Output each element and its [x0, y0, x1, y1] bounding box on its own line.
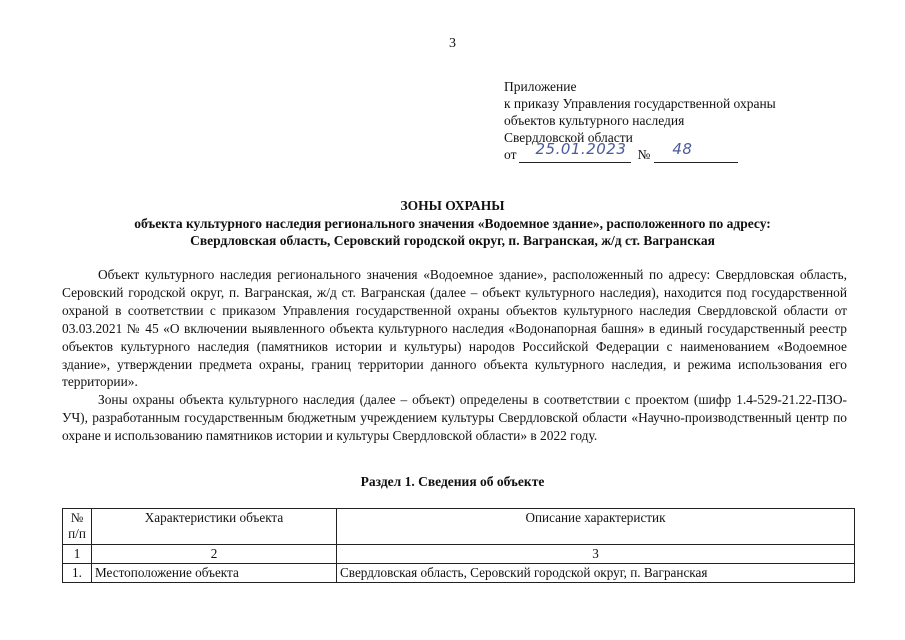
table-row [63, 564, 855, 583]
body-text [62, 266, 847, 445]
appendix-block [504, 78, 776, 163]
header-number: № п/п [63, 509, 92, 545]
paragraph-2: Зоны охраны объекта культурного наследия (далее – объект) определены в соответствии с проектом (шифр 1.4-529-21.22-ПЗО-УЧ), разработанным государственным бюджетным учреждением культуры Свердловской области «Научно-производственный центр по охране и использованию памятников истории и культуры Свердловской области» в 2022 году. [62, 392, 847, 444]
numbering-cell-3: 3 [337, 545, 855, 564]
numbering-cell-1: 1 [63, 545, 92, 564]
date-field [519, 140, 631, 163]
table-header-row [63, 509, 855, 545]
row-number: 1. [63, 564, 92, 583]
order-date-number [504, 140, 776, 163]
handwritten-date: 25.01.2023 [535, 140, 627, 158]
row-characteristic: Местоположение объекта [92, 564, 337, 583]
document-title [0, 197, 905, 250]
number-label: № [637, 147, 651, 162]
appendix-line-3: объектов культурного наследия [504, 113, 685, 128]
header-characteristic: Характеристики объекта [92, 509, 337, 545]
numbering-cell-2: 2 [92, 545, 337, 564]
object-info-table [62, 508, 855, 583]
section-title: Раздел 1. Сведения об объекте [360, 474, 545, 489]
appendix-line-1: Приложение [504, 79, 577, 94]
from-label: от [504, 147, 517, 162]
page-number: 3 [449, 36, 456, 51]
table-numbering-row [63, 545, 855, 564]
row-description: Свердловская область, Серовский городской округ, п. Вагранская [337, 564, 855, 583]
appendix-line-4: Свердловской области [504, 130, 633, 145]
appendix-line-2: к приказу Управления государственной охраны [504, 96, 776, 111]
title-line-1: ЗОНЫ ОХРАНЫ [400, 198, 505, 213]
number-field [654, 140, 738, 163]
title-line-3: Свердловская область, Серовский городской округ, п. Вагранская, ж/д ст. Вагранская [190, 233, 715, 248]
header-description: Описание характеристик [337, 509, 855, 545]
handwritten-number: 48 [672, 140, 693, 158]
paragraph-1: Объект культурного наследия регионального значения «Водоемное здание», расположенный по адресу: Свердловская область, Серовский городской округ, п. Вагранская, ж/д ст. Вагранская (далее – объект культурного наследия), находится под государственной охраной в соответствии с приказом Управления государственной охраны объектов культурного наследия Свердловской области от 03.03.2021 № 45 «О включении выявленного объекта культурного наследия «Водонапорная башня» в единый государственный реестр объектов культурного наследия (памятников истории и культуры) народов Российской Федерации с наименованием «Водоемное здание», утверждении предмета охраны, границ территории данного объекта культурного наследия, и режима использования его территории». [62, 267, 847, 390]
title-line-2: объекта культурного наследия регионального значения «Водоемное здание», расположенного по адресу: [134, 215, 771, 231]
